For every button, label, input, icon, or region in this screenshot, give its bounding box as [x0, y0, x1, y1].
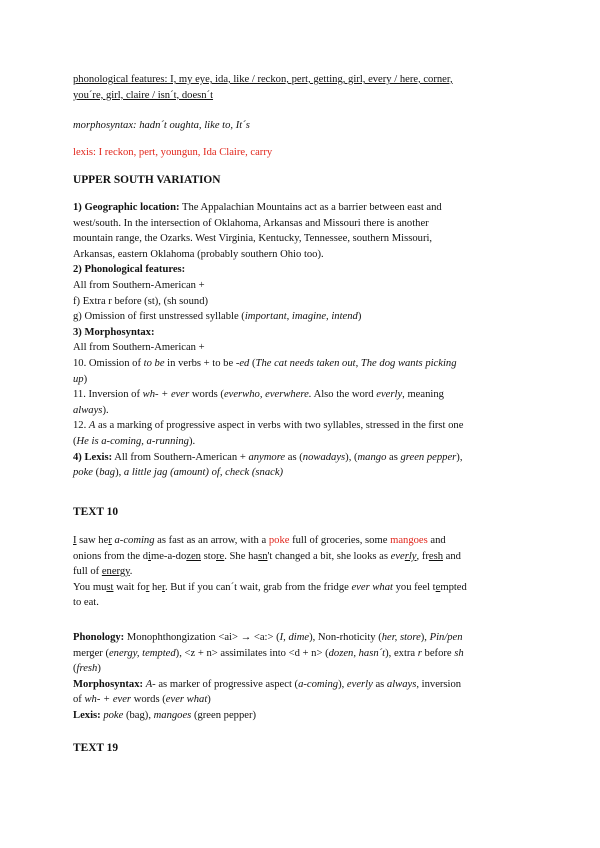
phon-line-1: All from Southern-American +: [73, 279, 205, 291]
phon-line-2: you´re, girl, claire / isn´t, doesn´t: [73, 89, 214, 101]
phonology-line-3: (fresh): [73, 663, 101, 675]
phon-line-1: phonological features: I, my eye, ida, like / reckon, pert, getting, girl, every / here, corner,: [73, 74, 453, 85]
morph-item-10: 10. Omission of to be in verbs + to be -ed (The cat needs taken out, The dog wants picking: [73, 357, 457, 369]
phon-line-g: g) Omission of first unstressed syllable (important, imagine, intend): [73, 311, 362, 323]
morph-item-11: 11. Inversion of wh- + ever words (everwho, everwhere. Also the word everly, meaning: [73, 389, 444, 401]
phonology-line-2: merger (energy, tempted), <z + n> assimilates into <d + n> (dozen, hasn´t), extra r before sh: [73, 647, 464, 659]
upper-south-heading: UPPER SOUTH VARIATION: [73, 174, 221, 186]
upper-south-body: [73, 200, 533, 481]
phonology-line-1: Phonology: Monophthongization <ai> → <a:> (I, dime), Non-rhoticity (her, store), Pin/pen: [73, 632, 463, 643]
morph-item-11-cont: always).: [73, 404, 109, 416]
passage-line-5: to eat.: [73, 597, 99, 609]
morph-label: 3) Morphosyntax:: [73, 326, 155, 338]
morph-item-12-cont: (He is a-coming, a-running).: [73, 435, 196, 447]
text19-heading: TEXT 19: [73, 742, 119, 754]
geo-line-1: 1) Geographic location: The Appalachian Mountains act as a barrier between east and: [73, 202, 442, 213]
phonological-features-summary: [73, 72, 533, 103]
passage-line-2: onions from the dime-a-dozen store. She hasn't changed a bit, she looks as everly, fresh and: [73, 550, 461, 562]
morph-item-12: 12. A as a marking of progressive aspect in verbs with two syllables, stressed in the first one: [73, 420, 464, 432]
lexis-line: Lexis: poke (bag), mangoes (green pepper): [73, 709, 256, 721]
morphosyntax-line-1: Morphosyntax: A- as marker of progressive aspect (a-coming), everly as always, inversion: [73, 678, 462, 690]
morphosyntax-summary: morphosyntax: hadn´t oughta, like to, It´s: [73, 120, 250, 131]
phon-label: 2) Phonological features:: [73, 264, 186, 276]
text10-analysis: [73, 630, 533, 724]
passage-line-1: I saw her a-coming as fast as an arrow, with a poke full of groceries, some mangoes and: [73, 535, 446, 546]
passage-line-4: You must wait for her. But if you can´t wait, grab from the fridge ever what you feel tempted: [73, 581, 467, 593]
morph-line-1: All from Southern-American +: [73, 342, 205, 354]
lexis-line-1: 4) Lexis: All from Southern-American + anymore as (nowadays), (mango as green pepper),: [73, 451, 463, 463]
morph-item-10-cont: up): [73, 373, 88, 385]
lexis-line-2: poke (bag), a little jag (amount) of, check (snack): [73, 467, 284, 479]
text10-heading: TEXT 10: [73, 506, 119, 518]
text10-passage: [73, 533, 533, 611]
geo-line-3: mountain range, the Ozarks. West Virginia, Kentucky, Tennessee, southern Missouri,: [73, 233, 433, 245]
morphosyntax-line-2: of wh- + ever words (ever what): [73, 694, 211, 706]
passage-line-3: full of energy.: [73, 566, 133, 578]
geo-line-2: west/south. In the intersection of Oklahoma, Arkansas and Missouri there is another: [73, 217, 429, 229]
geo-line-4: Arkansas, eastern Oklahoma (probably southern Ohio too).: [73, 248, 324, 260]
lexis-summary: lexis: I reckon, pert, youngun, Ida Claire, carry: [73, 147, 273, 158]
phon-line-f: f) Extra r before (st), (sh sound): [73, 295, 209, 307]
